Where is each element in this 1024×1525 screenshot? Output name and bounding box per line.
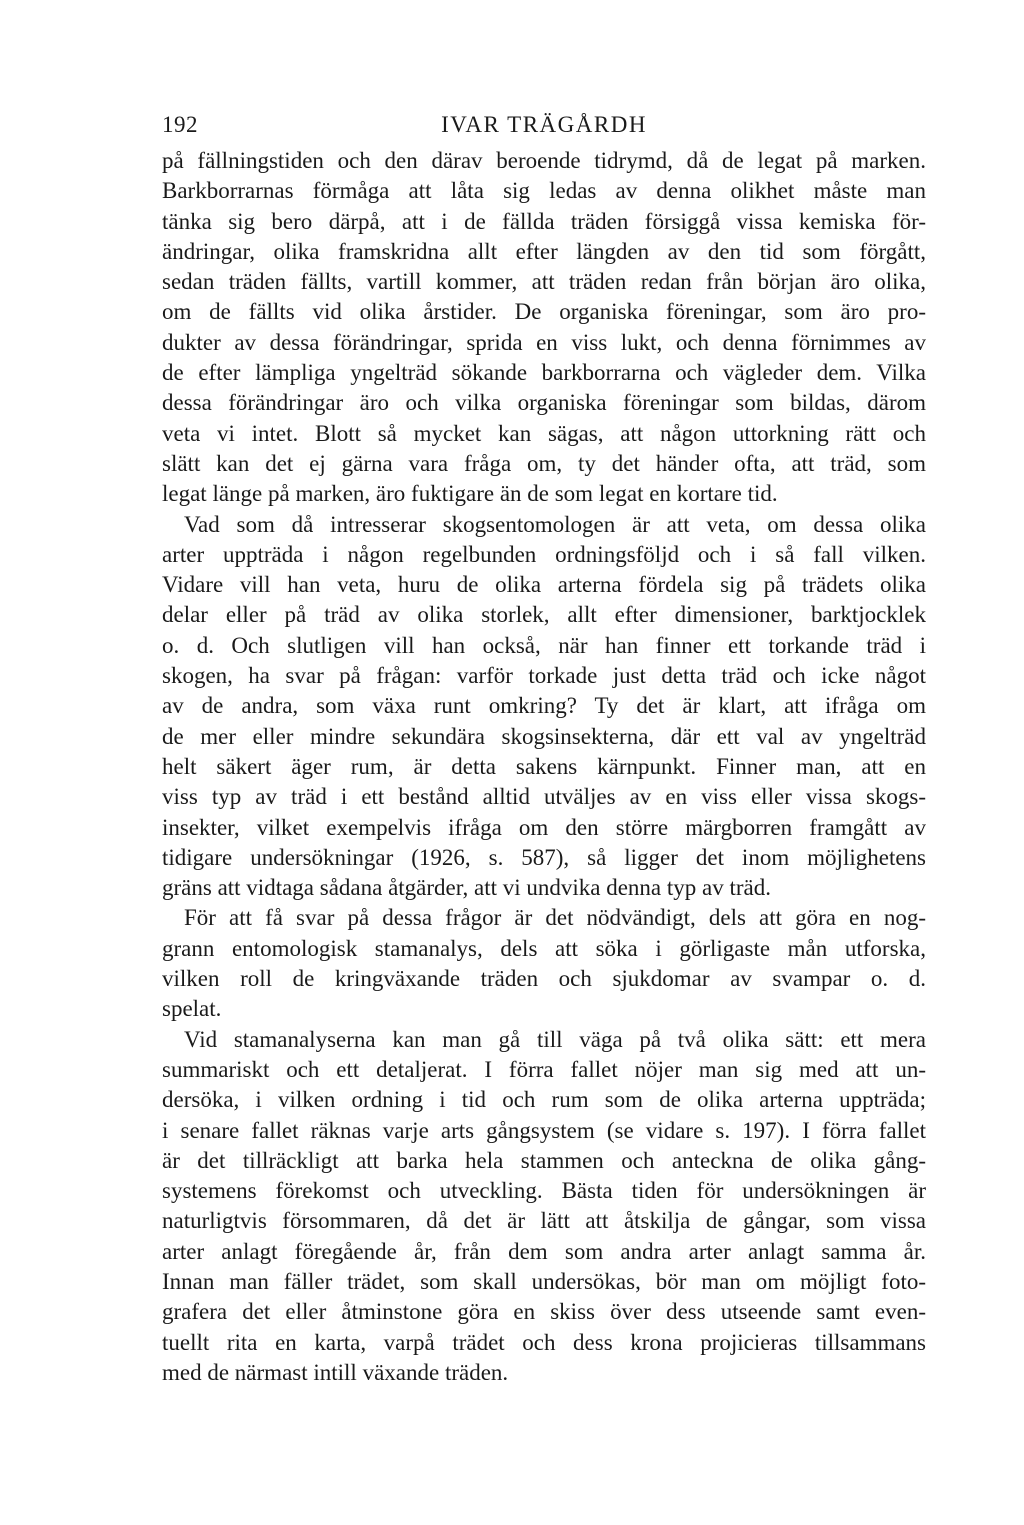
page-number: 192 <box>162 112 198 137</box>
running-head <box>162 112 926 146</box>
text-line: tänka sig bero därpå, att i de fällda träden försiggå vissa kemiska för- <box>162 208 926 234</box>
text-line: insekter, vilket exempelvis ifråga om den större märgborren framgått av <box>162 814 926 840</box>
text-line: tidigare undersökningar (1926, s. 587), så ligger det inom möjlighetens <box>162 844 926 870</box>
text-line: på fällningstiden och den därav beroende tidrymd, då de legat på marken. <box>162 148 926 173</box>
text-line: skogen, ha svar på frågan: varför torkade just detta träd och icke något <box>162 663 926 689</box>
text-line: grafera det eller åtminstone göra en skiss över dess utseende samt even- <box>162 1299 926 1325</box>
text-line: naturligtvis försommaren, då det är lätt att åtskilja de gångar, som vissa <box>162 1208 926 1234</box>
document-page <box>162 112 926 1388</box>
text-line: o. d. Och slutligen vill han också, när han finner ett torkande träd i <box>162 632 926 658</box>
text-line: arter uppträda i någon regelbunden ordningsföljd och i så fall vilken. <box>162 541 926 567</box>
text-line: summariskt och ett detaljerat. I förra fallet nöjer man sig med att un- <box>162 1056 926 1082</box>
text-line: Vad som då intresserar skogsentomologen är att veta, om dessa olika <box>184 511 926 537</box>
paragraph <box>162 146 926 510</box>
text-line: vilken roll de kringväxande träden och sjukdomar av svampar o. d. <box>162 966 926 992</box>
text-line: om de fällts vid olika årstider. De organiska föreningar, som äro pro- <box>162 299 926 325</box>
text-line: Vidare vill han veta, huru de olika arterna fördela sig på trädets olika <box>162 572 926 598</box>
text-line: dersöka, i vilken ordning i tid och rum som de olika arterna uppträda; <box>162 1087 926 1113</box>
text-line: Barkborrarnas förmåga att låta sig ledas av denna olikhet måste man <box>162 178 926 204</box>
text-line: dessa förändringar äro och vilka organiska föreningar som bildas, därom <box>162 390 926 416</box>
text-line: ändringar, olika framskridna allt efter längden av den tid som förgått, <box>162 238 926 264</box>
text-line: gräns att vidtaga sådana åtgärder, att vi undvika denna typ av träd. <box>162 875 771 901</box>
text-line: legat länge på marken, äro fuktigare än de som legat en kortare tid. <box>162 481 778 507</box>
text-line: Vid stamanalyserna kan man gå till väga på två olika sätt: ett mera <box>184 1026 926 1052</box>
text-line: de mer eller mindre sekundära skogsinsekterna, där ett val av yngelträd <box>162 723 926 749</box>
text-line: slätt kan det ej gärna vara fråga om, ty det händer ofta, att träd, som <box>162 450 926 476</box>
running-title: IVAR TRÄGÅRDH <box>441 112 647 137</box>
text-line: de efter lämpliga yngelträd sökande barkborrarna och vägleder dem. Vilka <box>162 360 926 386</box>
text-line: spelat. <box>162 996 222 1022</box>
text-line: tuellt rita en karta, varpå trädet och dess krona projicieras tillsammans <box>162 1329 926 1355</box>
text-line: sedan träden fällts, vartill kommer, att träden redan från början äro olika, <box>162 269 926 295</box>
paragraph <box>162 903 926 1024</box>
text-line: med de närmast intill växande träden. <box>162 1359 509 1385</box>
text-line: veta vi intet. Blott så mycket kan sägas, att någon uttorkning rätt och <box>162 420 926 446</box>
text-line: delar eller på träd av olika storlek, allt efter dimensioner, barktjocklek <box>162 602 926 628</box>
text-line: dukter av dessa förändringar, sprida en viss lukt, och denna förnimmes av <box>162 329 926 355</box>
paragraph <box>162 1025 926 1389</box>
paragraph <box>162 510 926 904</box>
text-line: viss typ av träd i ett bestånd alltid utväljes av en viss eller vissa skogs- <box>162 784 926 810</box>
text-line: För att få svar på dessa frågor är det nödvändigt, dels att göra en nog- <box>184 905 926 931</box>
text-line: systemens förekomst och utveckling. Bästa tiden för undersökningen är <box>162 1178 926 1204</box>
body-text <box>162 146 926 1388</box>
text-line: i senare fallet räknas varje arts gångsystem (se vidare s. 197). I förra fallet <box>162 1117 926 1143</box>
text-line: av de andra, som växa runt omkring? Ty det är klart, att ifråga om <box>162 693 926 719</box>
text-line: är det tillräckligt att barka hela stammen och anteckna de olika gång- <box>162 1147 926 1173</box>
text-line: helt säkert äger rum, är detta sakens kärnpunkt. Finner man, att en <box>162 753 926 779</box>
text-line: arter anlagt föregående år, från dem som andra arter anlagt samma år. <box>162 1238 926 1264</box>
text-line: Innan man fäller trädet, som skall undersökas, bör man om möjligt foto- <box>162 1268 926 1294</box>
text-line: grann entomologisk stamanalys, dels att söka i görligaste mån utforska, <box>162 935 926 961</box>
